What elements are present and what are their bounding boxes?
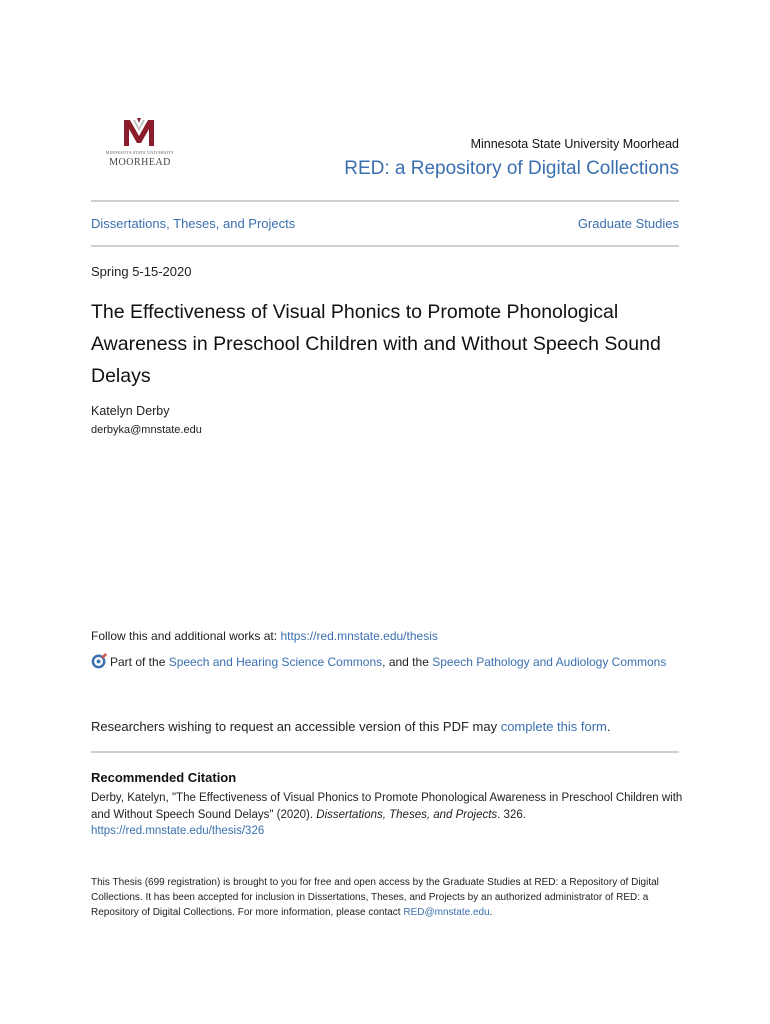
citation-text [91, 790, 691, 840]
part-of-line [91, 652, 679, 673]
citation-heading: Recommended Citation [91, 770, 237, 785]
speech-hearing-commons-link[interactable]: Speech and Hearing Science Commons [168, 655, 383, 669]
citation-url-link[interactable]: https://red.mnstate.edu/thesis/326 [91, 825, 265, 837]
citation-body: Derby, Katelyn, "The Effectiveness of Visual Phonics to Promote Phonological Awareness in Preschool Children with and Without Speech Sound Delays" (2020). [91, 792, 683, 821]
speech-pathology-commons-link[interactable]: Speech Pathology and Audiology Commons [432, 655, 667, 669]
publication-date: Spring 5-15-2020 [91, 264, 192, 279]
author-email: derbyka@mnstate.edu [91, 424, 202, 436]
accessibility-suffix: . [606, 719, 611, 734]
author-name: Katelyn Derby [91, 404, 170, 418]
open-access-icon [91, 652, 108, 669]
follow-text: Follow this and additional works at: [91, 629, 281, 643]
divider [91, 245, 679, 247]
divider [91, 200, 679, 202]
follow-line [91, 629, 438, 643]
msum-logo-icon [122, 116, 156, 148]
part-of-prefix: Part of the [110, 655, 169, 669]
citation-series: Dissertations, Theses, and Projects [316, 808, 498, 821]
logo-wordmark: MOORHEAD [109, 157, 171, 168]
logo-small-text: MINNESOTA STATE UNIVERSITY [105, 150, 175, 155]
thesis-collection-link[interactable]: https://red.mnstate.edu/thesis [280, 629, 438, 643]
msum-logo [100, 116, 180, 172]
footer-notice [91, 875, 661, 920]
university-name: Minnesota State University Moorhead [470, 137, 679, 151]
department-link[interactable]: Graduate Studies [577, 216, 679, 231]
repository-link[interactable]: RED: a Repository of Digital Collections [344, 158, 679, 179]
footer-suffix: . [489, 907, 493, 918]
accessibility-notice [91, 719, 611, 734]
complete-form-link[interactable]: complete this form [500, 719, 607, 734]
collection-link[interactable]: Dissertations, Theses, and Projects [91, 216, 296, 231]
accessibility-text: Researchers wishing to request an accessible version of this PDF may [91, 719, 501, 734]
footer-text: This Thesis (699 registration) is brought to you for free and open access by the Graduate Studies at RED: a Repository of Digital Collections. It has been accepted for inclusion in Dissertations, Theses, and Projects by an authorized administrator of RED: a Repository of Digital Collections. For more information, please contact [91, 877, 659, 918]
thesis-title: The Effectiveness of Visual Phonics to Promote Phonological Awareness in Preschool Children with and Without Speech Sound Delays [91, 301, 661, 387]
contact-email-link[interactable]: RED@mnstate.edu [403, 907, 490, 918]
part-of-middle: , and the [382, 655, 433, 669]
divider [91, 751, 679, 753]
citation-number: . 326. [497, 808, 526, 821]
